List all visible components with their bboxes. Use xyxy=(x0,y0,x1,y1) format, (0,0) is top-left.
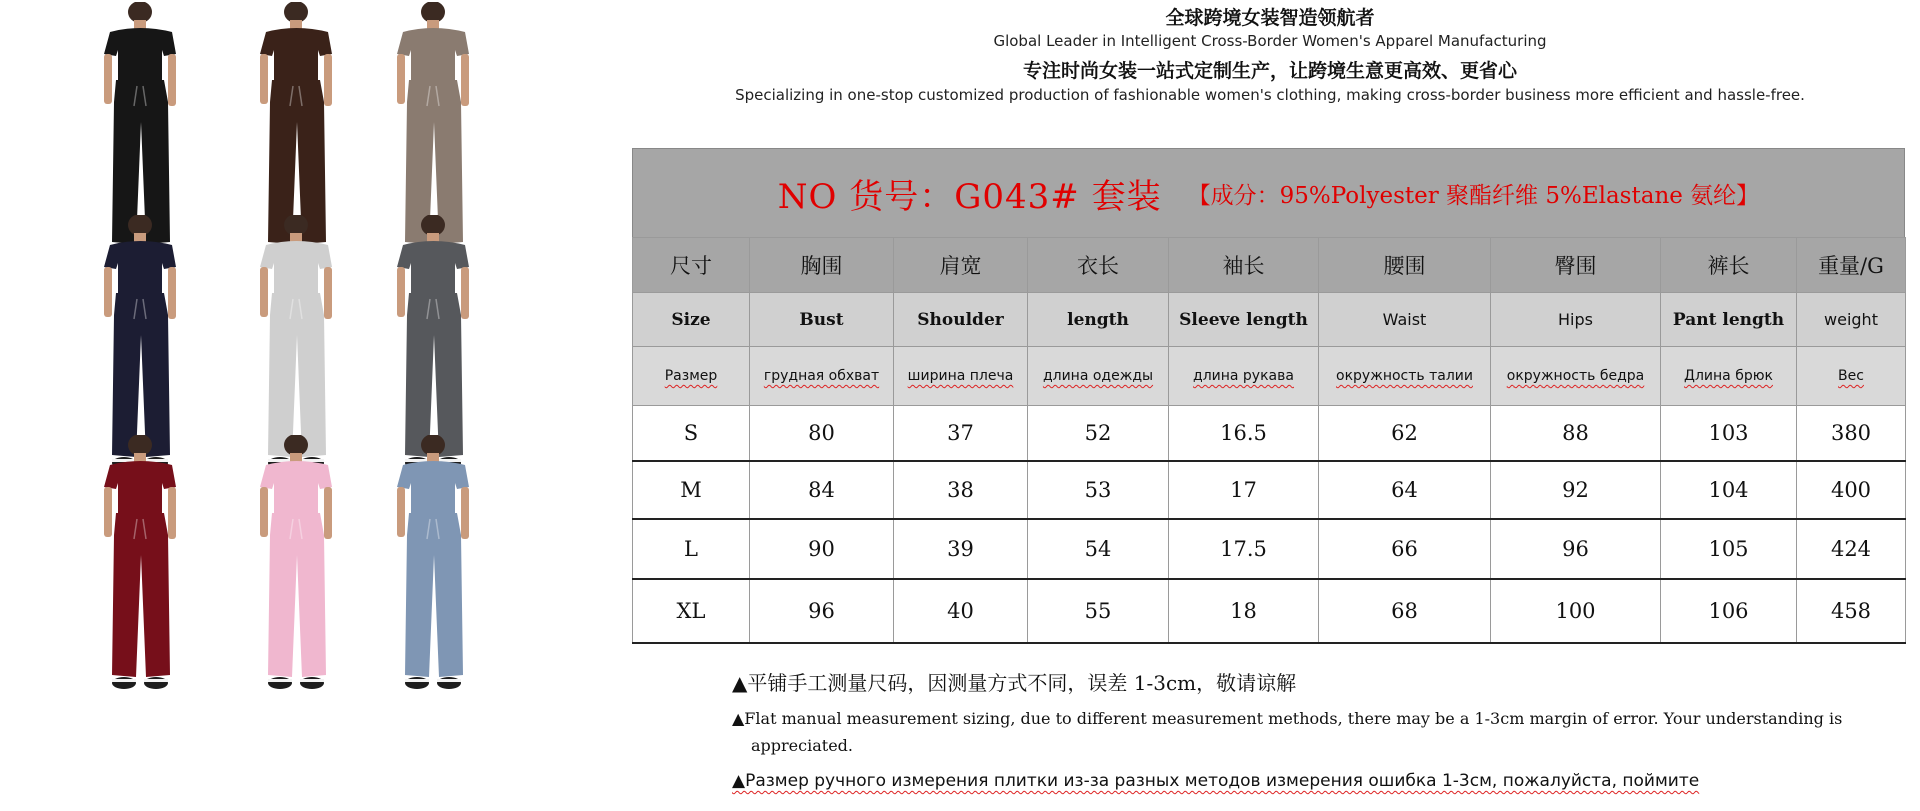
size-row-cell: 55 xyxy=(1028,579,1169,643)
size-row-cell: 104 xyxy=(1661,461,1797,519)
note-ru-text: ▲Размер ручного измерения плитки из-за разных методов измерения ошибка 1-3см, пожалуйста, поймите xyxy=(732,771,1700,791)
note-ru xyxy=(732,771,1902,791)
size-row-cell: 66 xyxy=(1319,519,1491,579)
size-row-cell: 80 xyxy=(750,406,894,462)
header-row-en-cell: Waist xyxy=(1319,293,1491,347)
header-row-en-cell: Sleeve length xyxy=(1169,293,1319,347)
header-ru-label: окружность бедра xyxy=(1506,368,1645,384)
header-subtitle-cn: 专注时尚女装一站式定制生产，让跨境生意更高效、更省心 xyxy=(1022,60,1517,82)
size-row-cell: 52 xyxy=(1028,406,1169,462)
model-number: NO 货号：G043# 套装 xyxy=(777,176,1162,217)
size-row-cell: 105 xyxy=(1661,519,1797,579)
header-row-ru-cell xyxy=(750,347,894,406)
header-ru-label: Вес xyxy=(1838,368,1864,384)
measurement-notes xyxy=(732,667,1902,791)
size-row-cell: 17 xyxy=(1169,461,1319,519)
size-row-cell: 53 xyxy=(1028,461,1169,519)
product-color-grid xyxy=(0,0,600,811)
size-row xyxy=(633,519,1906,579)
header-row-ru-cell xyxy=(633,347,750,406)
size-row-cell: 100 xyxy=(1491,579,1661,643)
fabric-composition: 【成分：95%Polyester 聚酯纤维 5%Elastane 氨纶】 xyxy=(1187,182,1760,209)
note-cn: ▲平铺手工测量尺码，因测量方式不同，误差 1-3cm，敬请谅解 xyxy=(732,671,1297,695)
header-ru-label: ширина плеча xyxy=(907,368,1014,384)
size-row-cell: 106 xyxy=(1661,579,1797,643)
header-row-cn-cell: 袖长 xyxy=(1169,238,1319,293)
size-row-cell: 37 xyxy=(894,406,1028,462)
header-row-ru xyxy=(633,347,1906,406)
size-row-cell: 40 xyxy=(894,579,1028,643)
header-subtitle-en: Specializing in one-stop customized production of fashionable women's clothing, making cross-border business more efficient and hassle-free. xyxy=(735,86,1805,104)
header-row-cn-cell: 肩宽 xyxy=(894,238,1028,293)
size-row xyxy=(633,579,1906,643)
header-row-ru-cell xyxy=(894,347,1028,406)
size-row-cell: 380 xyxy=(1797,406,1906,462)
header-row-cn-cell: 臀围 xyxy=(1491,238,1661,293)
size-chart xyxy=(632,148,1905,644)
note-en: ▲Flat manual measurement sizing, due to different measurement methods, there may be a 1-3cm margin of error. Your understanding is appreciated. xyxy=(732,709,1843,755)
product-color-swatch xyxy=(238,435,358,697)
header-row-cn-cell: 腰围 xyxy=(1319,238,1491,293)
size-row-cell: L xyxy=(633,519,750,579)
size-row-cell: 96 xyxy=(1491,519,1661,579)
header-row-en-cell: length xyxy=(1028,293,1169,347)
size-row-cell: 103 xyxy=(1661,406,1797,462)
header-title-cn: 全球跨境女装智造领航者 xyxy=(1165,7,1375,29)
header-row-cn-cell: 裤长 xyxy=(1661,238,1797,293)
size-row-cell: 458 xyxy=(1797,579,1906,643)
header-title-en: Global Leader in Intelligent Cross-Border Women's Apparel Manufacturing xyxy=(993,32,1547,50)
size-row-cell: 54 xyxy=(1028,519,1169,579)
size-row-cell: 96 xyxy=(750,579,894,643)
model-figure xyxy=(375,435,495,697)
size-row-cell: M xyxy=(633,461,750,519)
header-row-ru-cell xyxy=(1028,347,1169,406)
header-ru-label: длина рукава xyxy=(1193,368,1294,384)
size-row-cell: 16.5 xyxy=(1169,406,1319,462)
header-row-en-cell: weight xyxy=(1797,293,1906,347)
header-row-cn-cell: 衣长 xyxy=(1028,238,1169,293)
size-row-cell: 62 xyxy=(1319,406,1491,462)
header-row-en-cell: Size xyxy=(633,293,750,347)
size-row-cell: XL xyxy=(633,579,750,643)
header-row-cn xyxy=(633,238,1906,293)
product-color-swatch xyxy=(82,435,202,697)
header-row-ru-cell xyxy=(1319,347,1491,406)
size-row-cell: 90 xyxy=(750,519,894,579)
size-row-cell: 18 xyxy=(1169,579,1319,643)
size-row-cell: 39 xyxy=(894,519,1028,579)
header-ru-label: длина одежды xyxy=(1042,368,1154,384)
header-row-en-cell: Pant length xyxy=(1661,293,1797,347)
size-row xyxy=(633,461,1906,519)
model-figure xyxy=(82,435,202,697)
size-row-cell: 68 xyxy=(1319,579,1491,643)
header-row-ru-cell xyxy=(1797,347,1906,406)
model-figure xyxy=(238,435,358,697)
header-ru-label: Размер xyxy=(664,368,718,384)
header-row-cn-cell: 重量/G xyxy=(1797,238,1906,293)
header-ru-label: грудная обхват xyxy=(763,368,880,384)
header-row-ru-cell xyxy=(1169,347,1319,406)
header-ru-label: окружность талии xyxy=(1336,368,1473,384)
size-row-cell: 38 xyxy=(894,461,1028,519)
header-ru-label: Длина брюк xyxy=(1684,368,1773,384)
size-row-cell: 400 xyxy=(1797,461,1906,519)
header-row-en-cell: Hips xyxy=(1491,293,1661,347)
size-row-cell: 92 xyxy=(1491,461,1661,519)
product-color-swatch xyxy=(375,435,495,697)
size-row-cell: 84 xyxy=(750,461,894,519)
size-row-cell: S xyxy=(633,406,750,462)
size-row-cell: 88 xyxy=(1491,406,1661,462)
size-row-cell: 64 xyxy=(1319,461,1491,519)
size-row-cell: 17.5 xyxy=(1169,519,1319,579)
size-row xyxy=(633,406,1906,462)
header-row-en-cell: Bust xyxy=(750,293,894,347)
header-row-en xyxy=(633,293,1906,347)
size-chart-banner xyxy=(632,148,1905,237)
header-row-cn-cell: 胸围 xyxy=(750,238,894,293)
size-table xyxy=(632,237,1906,644)
header-row-ru-cell xyxy=(1491,347,1661,406)
header-row-ru-cell xyxy=(1661,347,1797,406)
header-row-cn-cell: 尺寸 xyxy=(633,238,750,293)
size-row-cell: 424 xyxy=(1797,519,1906,579)
header-row-en-cell: Shoulder xyxy=(894,293,1028,347)
